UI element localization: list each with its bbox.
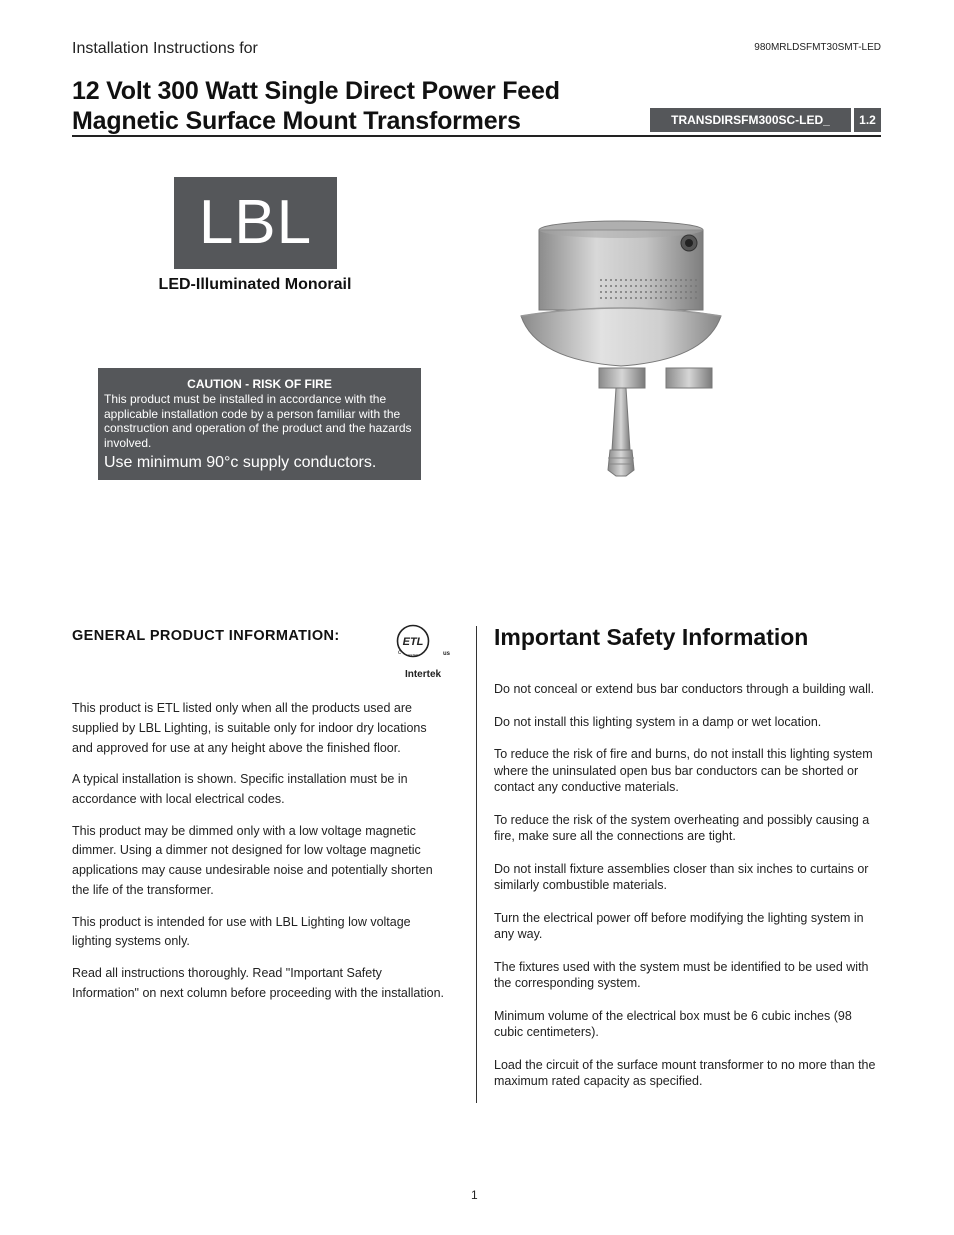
caution-body: This product must be installed in accordance with the applicable installation code by a person familiar with the construction and operation of the product and the hazards involved. bbox=[104, 392, 412, 450]
title-line-1: 12 Volt 300 Watt Single Direct Power Feed bbox=[72, 77, 560, 105]
lbl-logo: LBL bbox=[174, 177, 337, 269]
etl-c-text: c bbox=[398, 650, 401, 656]
transformer-illustration-icon bbox=[516, 218, 726, 485]
safety-paragraph: Turn the electrical power off before modifying the lighting system in any way. bbox=[494, 910, 864, 941]
page-title bbox=[72, 76, 560, 136]
safety-paragraph: Minimum volume of the electrical box must be 6 cubic inches (98 cubic centimeters). bbox=[494, 1008, 852, 1039]
safety-paragraph: Do not conceal or extend bus bar conductors through a building wall. bbox=[494, 682, 875, 696]
safety-paragraph: Do not install this lighting system in a damp or wet location. bbox=[494, 714, 822, 729]
etl-mark-text: ETL bbox=[402, 636, 424, 648]
general-info-body bbox=[72, 699, 444, 1015]
caution-footer: Use minimum 90°c supply conductors. bbox=[104, 454, 377, 471]
title-divider bbox=[72, 135, 881, 137]
safety-paragraph: To reduce the risk of the system overheating and possibly causing a fire, make sure all the connections are tight. bbox=[494, 812, 870, 843]
etl-listed-text: LISTED bbox=[407, 653, 419, 657]
general-info-paragraph: This product may be dimmed only with a low voltage magnetic dimmer. Using a dimmer not designed for low voltage magnetic applications may cause undesirable noise and potentially shorten the life of the transformer. bbox=[72, 823, 433, 897]
column-divider bbox=[476, 626, 477, 1103]
document-code: 980MRLDSFMT30SMT-LED bbox=[754, 42, 881, 53]
caution-box bbox=[98, 368, 421, 480]
safety-paragraph: Do not install fixture assemblies closer than six inches to curtains or similarly combustible materials. bbox=[494, 861, 869, 892]
install-for-label: Installation Instructions for bbox=[72, 40, 258, 57]
page-number: 1 bbox=[471, 1188, 478, 1202]
title-line-2: Magnetic Surface Mount Transformers bbox=[72, 107, 521, 135]
general-info-paragraph: This product is ETL listed only when all the products used are supplied by LBL Lighting, is suitable only for indoor dry locations and approved for use at any height above the finished floor. bbox=[72, 701, 427, 755]
safety-paragraph: Load the circuit of the surface mount transformer to no more than the maximum rated capacity as specified. bbox=[494, 1057, 876, 1088]
general-info-paragraph: Read all instructions thoroughly. Read "Important Safety Information" on next column before proceeding with the installation. bbox=[72, 965, 445, 1000]
model-code-badge: TRANSDIRSFM300SC-LED_ bbox=[650, 108, 851, 132]
general-info-paragraph: A typical installation is shown. Specific installation must be in accordance with local electrical codes. bbox=[72, 772, 408, 806]
logo-subtitle: LED-Illuminated Monorail bbox=[158, 276, 352, 293]
etl-listed-mark-icon bbox=[396, 622, 456, 687]
safety-body bbox=[494, 681, 884, 1106]
safety-heading: Important Safety Information bbox=[494, 624, 809, 650]
general-info-heading: GENERAL PRODUCT INFORMATION: bbox=[72, 628, 340, 644]
intertek-text: Intertek bbox=[404, 669, 442, 680]
general-info-paragraph: This product is intended for use with LBL Lighting low voltage lighting systems only. bbox=[72, 914, 411, 949]
etl-us-text: us bbox=[443, 651, 451, 657]
revision-badge: 1.2 bbox=[854, 108, 881, 132]
safety-paragraph: The fixtures used with the system must be identified to be used with the corresponding system. bbox=[494, 959, 869, 990]
caution-heading: CAUTION - RISK OF FIRE bbox=[187, 377, 332, 391]
safety-paragraph: To reduce the risk of fire and burns, do not install this lighting system where the uninsulated open bus bar conductors can be shorted or contact any conductive materials. bbox=[494, 747, 873, 794]
